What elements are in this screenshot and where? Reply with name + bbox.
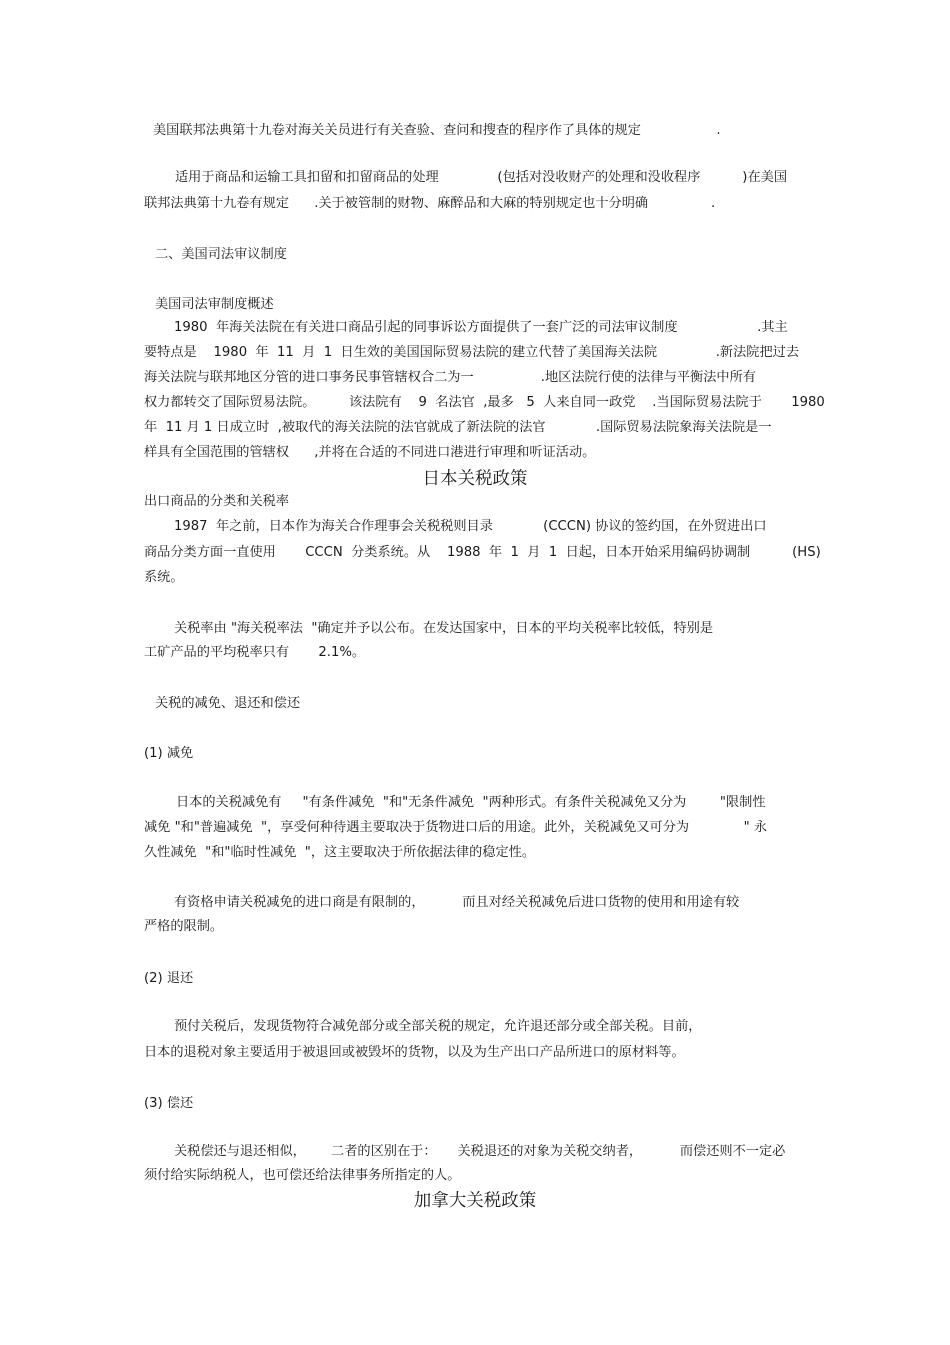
text-line: 年 11 月 1 日成立时 ,被取代的海关法院的法官就成了新法院的法官 .国际贸易法院象海关法院是一 (144, 420, 772, 435)
section-title: 日本关税政策 (422, 469, 528, 489)
text-line: 美国联邦法典第十九卷对海关关员进行有关查验、查问和搜查的程序作了具体的规定 . (153, 123, 721, 138)
text-line: 商品分类方面一直使用 CCCN 分类系统。从 1988 年 1 月 1 日起，日本开始采用编码协调制 (HS) (144, 545, 821, 560)
subsection-heading: 出口商品的分类和关税率 (144, 494, 290, 509)
text-line: 有资格申请关税减免的进口商是有限制的， 而且对经关税减免后进口货物的使用和用途有较 (174, 895, 740, 910)
text-line: 要特点是 1980 年 11 月 1 日生效的美国国际贸易法院的建立代替了美国海关法院 .新法院把过去 (144, 345, 800, 360)
subsection-heading: 美国司法审制度概述 (155, 297, 274, 312)
item-heading: (1) 减免 (144, 746, 194, 761)
text-line: 样具有全国范围的管辖权 ,并将在合适的不同进口港进行审理和听证活动。 (144, 445, 596, 460)
text-line: 日本的退税对象主要适用于被退回或被毁坏的货物，以及为生产出口产品所进口的原材料等。 (144, 1045, 685, 1060)
text-line: 久性减免 "和"临时性减免 "，这主要取决于所依据法律的稳定性。 (144, 845, 536, 860)
text-line: 工矿产品的平均税率只有 2.1%。 (144, 645, 366, 660)
text-line: 联邦法典第十九卷有规定 .关于被管制的财物、麻醉品和大麻的特别规定也十分明确 . (144, 196, 716, 211)
text-line: 减免 "和"普遍减免 "，享受何种待遇主要取决于货物进口后的用途。此外，关税减免又可分为 " 永 (144, 820, 768, 835)
text-line: 严格的限制。 (144, 919, 224, 934)
text-line: 适用于商品和运输工具扣留和扣留商品的处理 (包括对没收财产的处理和没收程序 )在美国 (175, 170, 788, 185)
text-line: 1980 年海关法院在有关进口商品引起的同事诉讼方面提供了一套广泛的司法审议制度 .其主 (174, 320, 788, 335)
text-line: 日本的关税减免有 "有条件减免 "和"无条件减免 "两种形式。有条件关税减免又分为 "限制性 (176, 795, 766, 810)
text-line: 系统。 (144, 570, 184, 585)
item-heading: (3) 偿还 (144, 1096, 194, 1111)
section-heading: 二、美国司法审议制度 (155, 247, 287, 262)
text-line: 权力都转交了国际贸易法院。 该法院有 9 名法官 ,最多 5 人来自同一政党 .当国际贸易法院于 1980 (144, 395, 825, 410)
text-line: 须付给实际纳税人，也可偿还给法律事务所指定的人。 (144, 1168, 461, 1183)
text-line: 预付关税后，发现货物符合减免部分或全部关税的规定，允许退还部分或全部关税。目前， (174, 1019, 702, 1034)
text-line: 关税率由 "海关税率法 "确定并予以公布。在发达国家中，日本的平均关税率比较低，特别是 (174, 621, 714, 636)
text-line: 1987 年之前，日本作为海关合作理事会关税税则目录 (CCCN) 协议的签约国，在外贸进出口 (174, 519, 767, 534)
item-heading: (2) 退还 (144, 971, 194, 986)
text-line: 关税偿还与退还相似， 二者的区别在于： 关税退还的对象为关税交纳者， 而偿还则不一定必 (174, 1144, 786, 1159)
section-title: 加拿大关税政策 (413, 1191, 537, 1211)
text-line: 海关法院与联邦地区分管的进口事务民事管辖权合二为一 .地区法院行使的法律与平衡法中所有 (144, 370, 756, 385)
subsection-heading: 关税的减免、退还和偿还 (155, 696, 301, 711)
